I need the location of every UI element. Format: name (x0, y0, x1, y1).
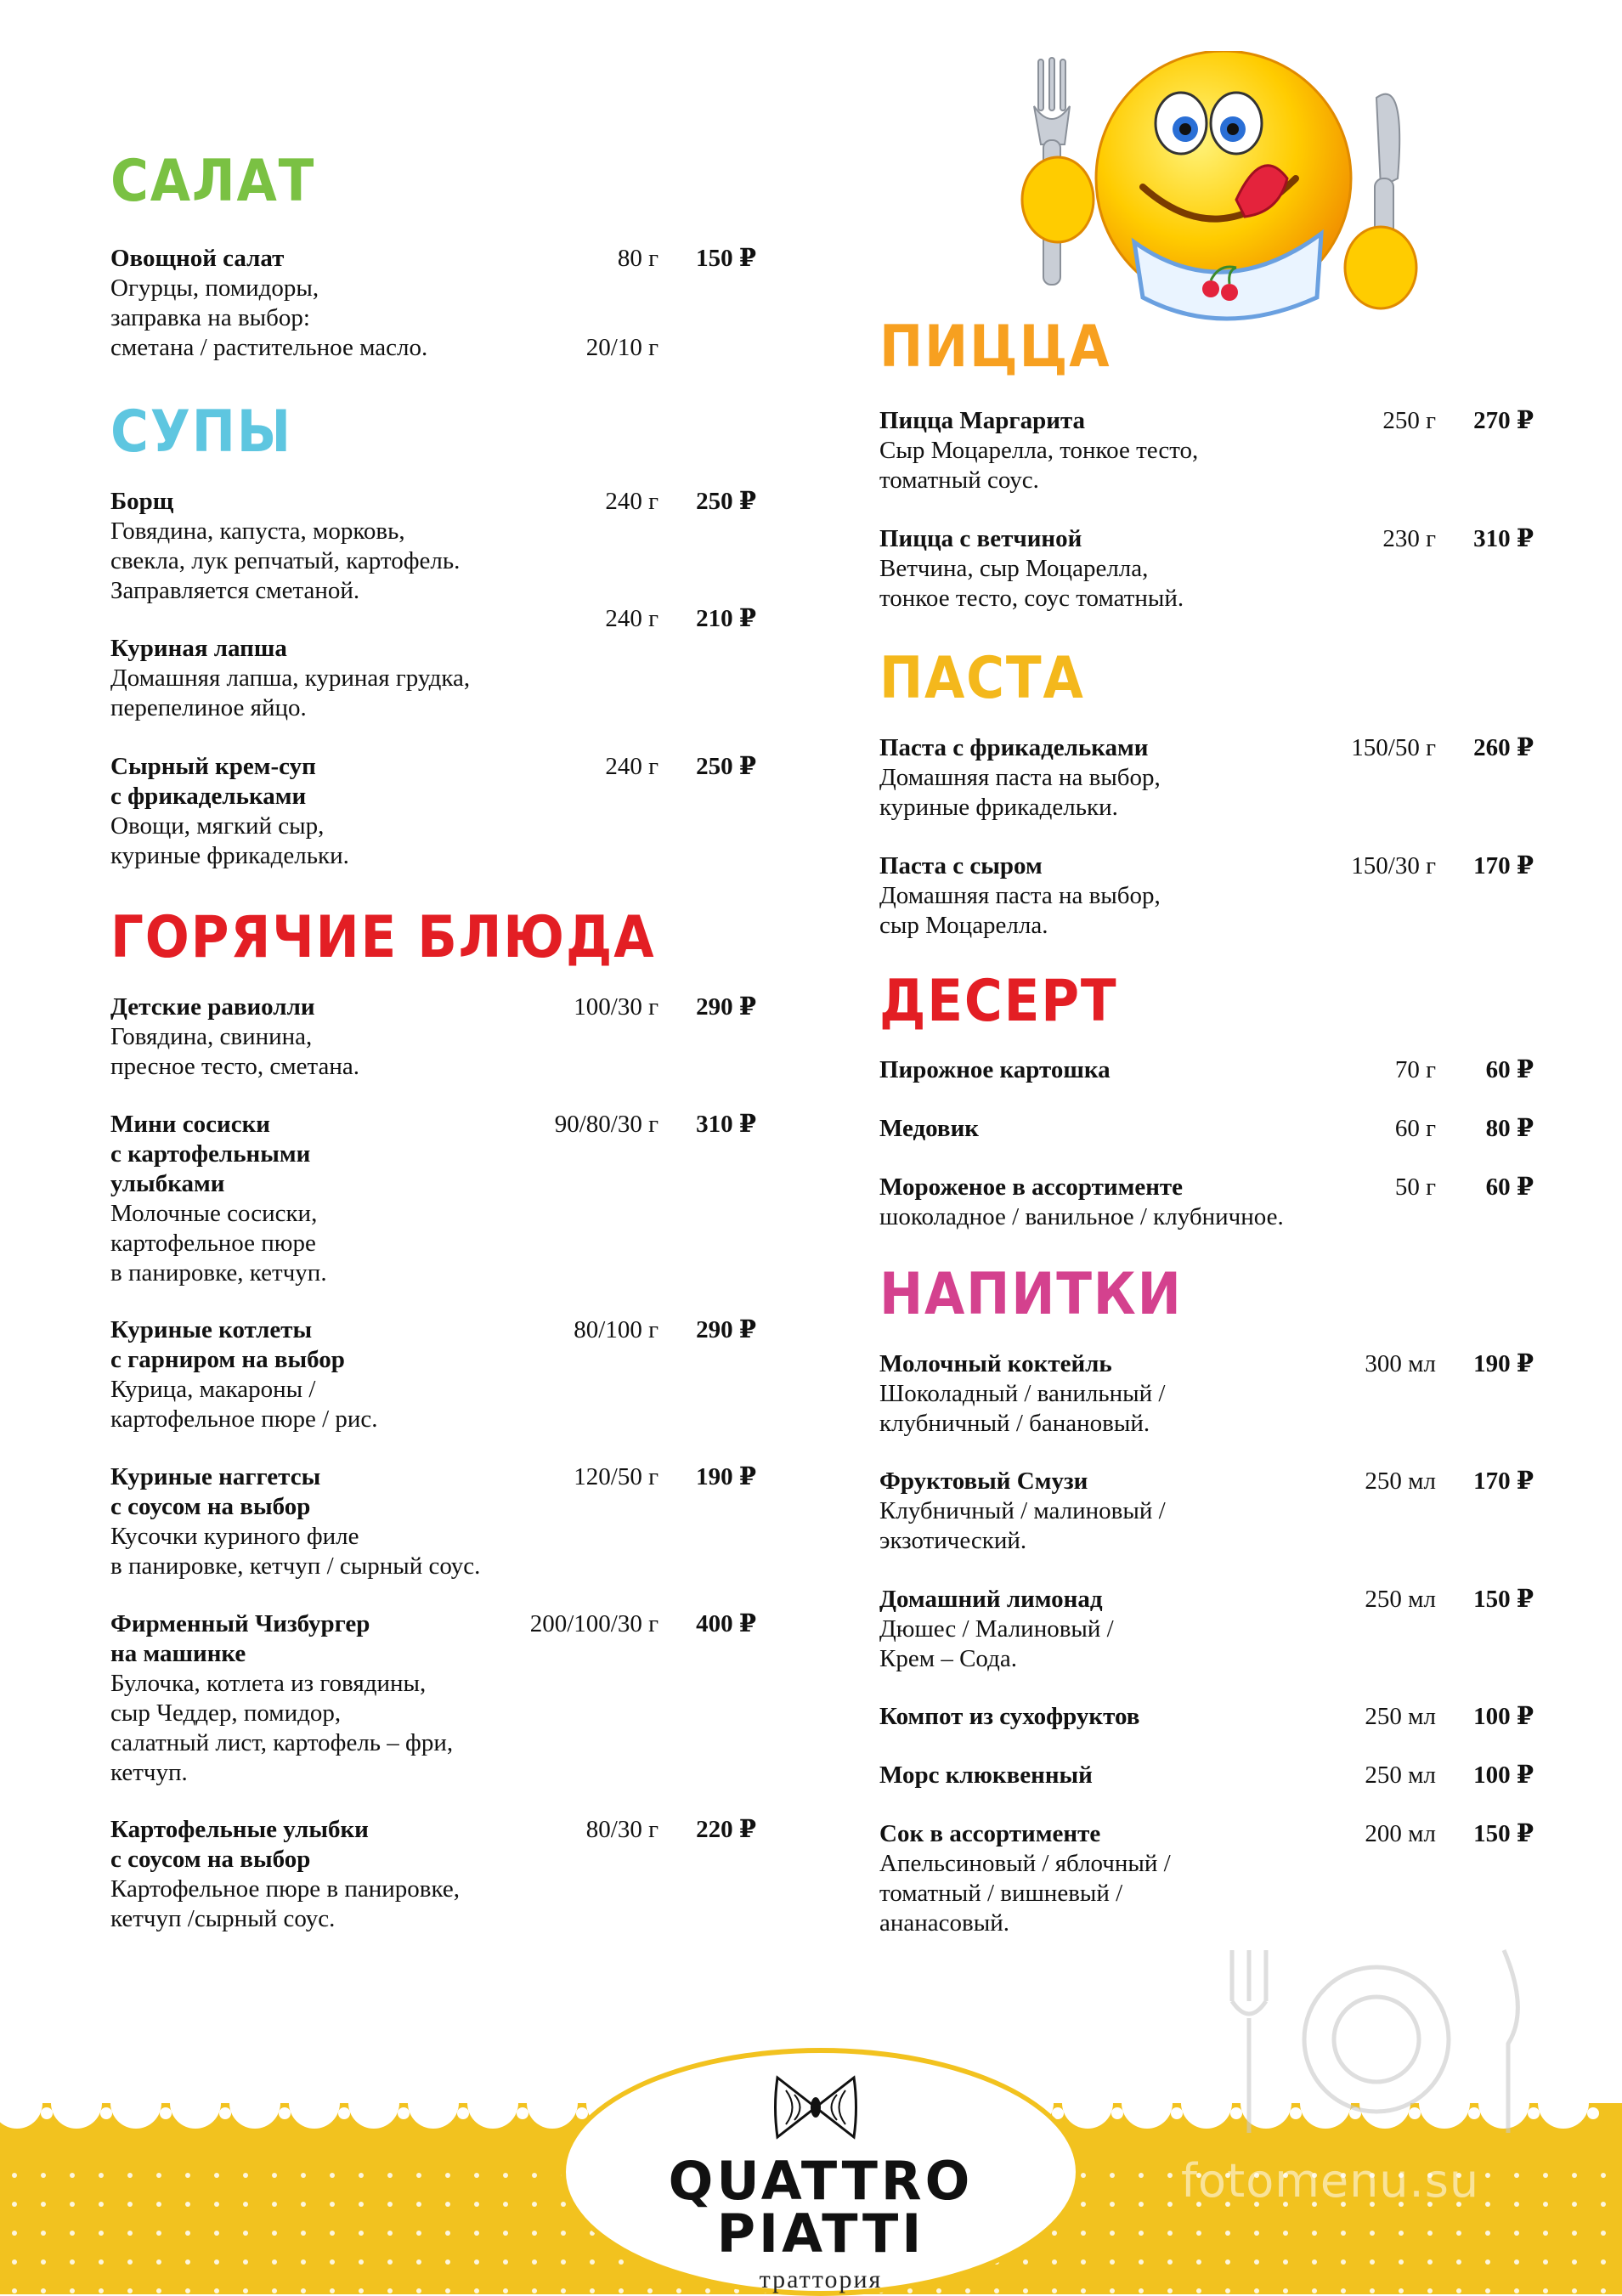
item-weight: 80 г (617, 245, 658, 272)
menu-item: Куриная лапша Домашняя лапша, куриная грудка, перепелиное яйцо. 240 г 210 ₽ (110, 605, 756, 721)
menu-item: Морс клюквенный 250 мл 100 ₽ (879, 1762, 1534, 1789)
menu-item: Медовик 60 г 80 ₽ (879, 1115, 1534, 1142)
item-extra-weight: 20/10 г (585, 334, 658, 361)
section-salad (110, 148, 756, 215)
menu-item: Пицца Маргарита Сыр Моцарелла, тонкое тесто, томатный соус. 250 г 270 ₽ (879, 407, 1534, 494)
menu-item: Мороженое в ассортименте шоколадное / ванильное / клубничное. 50 г 60 ₽ (879, 1173, 1534, 1230)
menu-item: Паста с сыром Домашняя паста на выбор, сыр Моцарелла. 150/30 г 170 ₽ (879, 852, 1534, 939)
watermark-cutlery-icon (1215, 1942, 1538, 2137)
section-pasta (879, 645, 1534, 712)
section-title-salad: САЛАТ (110, 148, 316, 215)
farfalle-logo-icon (773, 2073, 858, 2141)
menu-item: Компот из сухофруктов 250 мл 100 ₽ (879, 1703, 1534, 1730)
section-title-pasta: ПАСТА (879, 645, 1085, 712)
watermark-text: fotomenu.su (1181, 2154, 1480, 2208)
menu-item: Борщ Говядина, капуста, морковь, свекла, лук репчатый, картофель. Заправляется сметаной. 240 г 250 ₽ (110, 488, 756, 604)
section-title-dessert: ДЕСЕРТ (879, 968, 1118, 1035)
item-price: 150 ₽ (696, 245, 756, 272)
menu-item: Картофельные улыбки с соусом на выбор Картофельное пюре в панировке, кетчуп /сырный соус. 80/30 г 220 ₽ (110, 1816, 756, 1932)
logo-line2: PIATTI (716, 2203, 925, 2265)
menu-item: Сырный крем-суп с фрикадельками Овощи, мягкий сыр, куриные фрикадельки. 240 г 250 ₽ (110, 753, 756, 869)
logo-oval (561, 2048, 1081, 2296)
section-pizza (879, 314, 1534, 381)
menu-item: Мини сосиски с картофельными улыбками Молочные сосиски, картофельное пюре в панировке, кетчуп. 90/80/30 г 310 ₽ (110, 1111, 756, 1287)
menu-item: Молочный коктейль Шоколадный / ванильный / клубничный / банановый. 300 мл 190 ₽ (879, 1350, 1534, 1437)
section-title-pizza: ПИЦЦА (879, 314, 1111, 381)
menu-item: Фруктовый Смузи Клубничный / малиновый / экзотический. 250 мл 170 ₽ (879, 1468, 1534, 1554)
menu-item: Куриные наггетсы с соусом на выбор Кусочки куриного филе в панировке, кетчуп / сырный соус. 120/50 г 190 ₽ (110, 1463, 756, 1580)
section-title-drinks: НАПИТКИ (879, 1261, 1183, 1328)
section-title-soups: СУПЫ (110, 399, 292, 466)
section-dessert (879, 968, 1534, 1035)
menu-item: Паста с фрикадельками Домашняя паста на выбор, куриные фрикадельки. 150/50 г 260 ₽ (879, 734, 1534, 821)
menu-item: Домашний лимонад Дюшес / Малиновый / Крем – Сода. 250 мл 150 ₽ (879, 1586, 1534, 1672)
menu-item: Овощной салат Огурцы, помидоры, заправка на выбор: сметана / растительное масло. 80 г 150 ₽ 20/10 г (110, 245, 756, 361)
section-hot (110, 904, 756, 971)
logo-subtitle: траттория (759, 2265, 883, 2293)
smiley-chef-icon (981, 51, 1423, 340)
menu-item: Фирменный Чизбургер на машинке Булочка, котлета из говядины, сыр Чеддер, помидор, салатный лист, картофель – фри, кетчуп. 200/100/30 г 400 ₽ (110, 1610, 756, 1786)
section-title-hot: ГОРЯЧИЕ БЛЮДА (110, 904, 656, 971)
logo-line1: QUATTRO (668, 2150, 974, 2212)
menu-item: Куриные котлеты с гарниром на выбор Курица, макароны / картофельное пюре / рис. 80/100 г 290 ₽ (110, 1316, 756, 1433)
menu-item: Пицца с ветчиной Ветчина, сыр Моцарелла, тонкое тесто, соус томатный. 230 г 310 ₽ (879, 525, 1534, 612)
section-drinks (879, 1261, 1534, 1328)
section-soups (110, 399, 756, 466)
menu-item: Сок в ассортименте Апельсиновый / яблочный / томатный / вишневый / ананасовый. 200 мл 150 ₽ (879, 1820, 1534, 1937)
menu-item: Детские равиолли Говядина, свинина, пресное тесто, сметана. 100/30 г 290 ₽ (110, 993, 756, 1080)
menu-item: Пирожное картошка 70 г 60 ₽ (879, 1056, 1534, 1083)
